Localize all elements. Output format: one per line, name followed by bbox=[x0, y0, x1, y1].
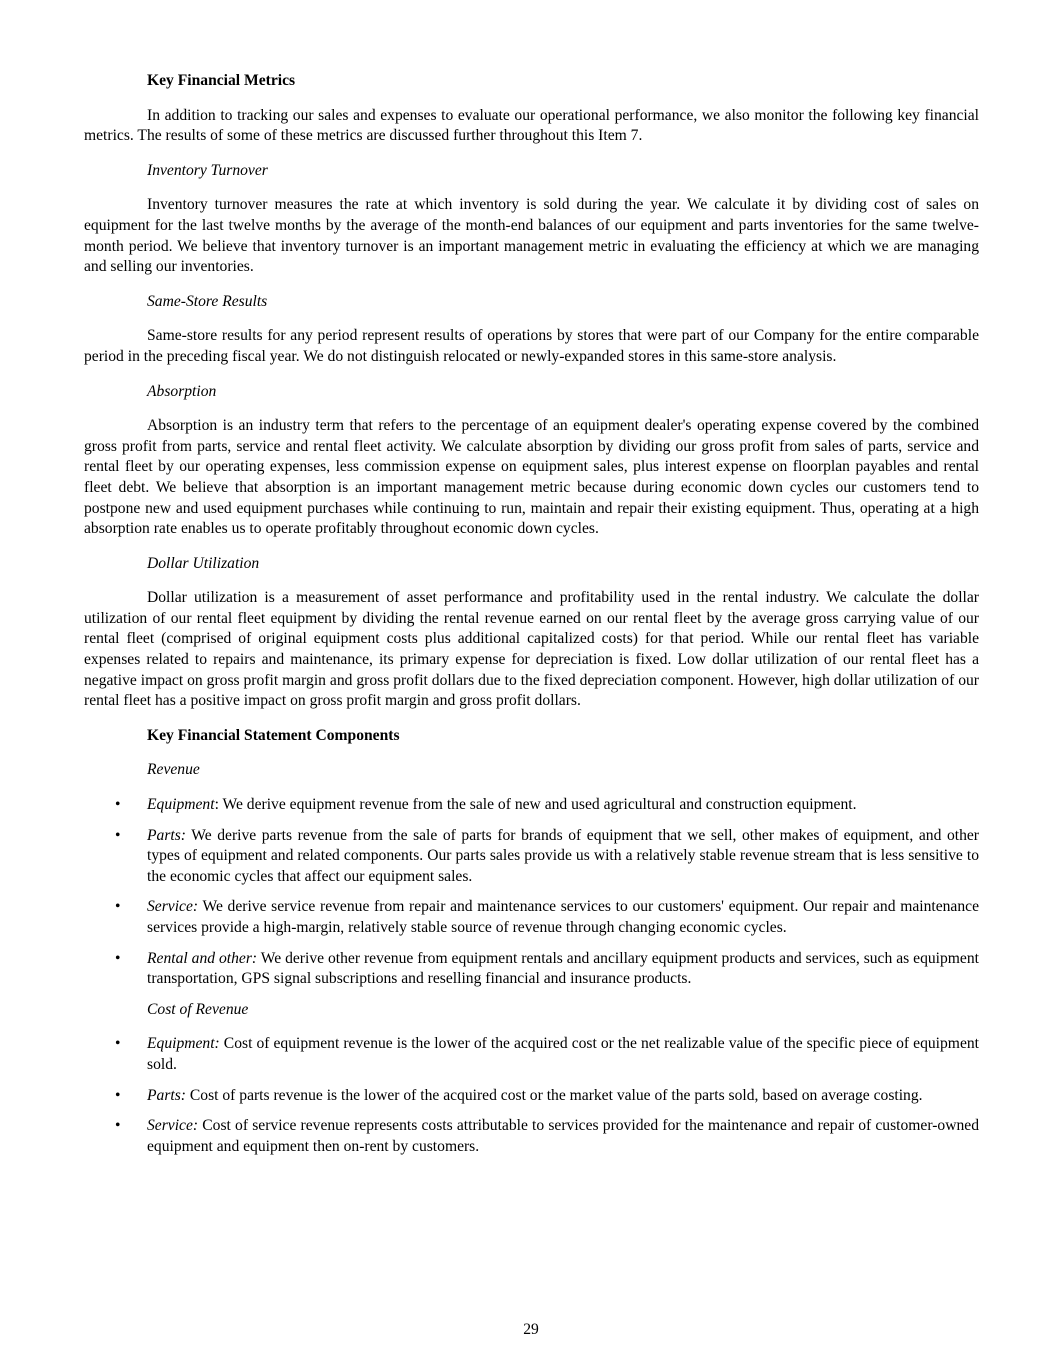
section-heading-key-financial-metrics: Key Financial Metrics bbox=[147, 72, 296, 89]
paragraph-same-store-results: Same-store results for any period represent results of operations by stores that were part of our Company for the entire comparable period in the preceding fiscal year. We do not distinguish relocated or newly-expanded stores in this same-store analysis. bbox=[84, 327, 979, 365]
bullet-icon: • bbox=[115, 898, 121, 916]
subheading-same-store-results: Same-Store Results bbox=[147, 292, 268, 310]
bullet-text: Cost of service revenue represents costs attributable to services provided for the maintenance and repair of customer-owned equipment and equipment then on-rent by customers. bbox=[147, 1117, 979, 1155]
bullet-lead: Rental and other: bbox=[147, 949, 258, 967]
bullet-lead: Equipment: bbox=[147, 1035, 220, 1053]
bullet-icon: • bbox=[115, 796, 121, 814]
bullet-text: We derive parts revenue from the sale of parts for brands of equipment that we sell, other makes of equipment, and other types of equipment and related components. Our parts sales provide us with a relatively stable revenue stream that is less sensitive to the economic cycles that affect our equipment sales. bbox=[147, 826, 979, 885]
bullet-icon: • bbox=[115, 1117, 121, 1135]
bullet-text: We derive service revenue from repair and maintenance services to our customers' equipment. Our repair and maintenance services provide a high-margin, relatively stable source of revenue through changing economic cycles. bbox=[147, 898, 979, 936]
paragraph-absorption: Absorption is an industry term that refers to the percentage of an equipment dealer's operating expense covered by the combined gross profit from parts, service and rental fleet activity. We calculate absorption by dividing our gross profit from sales of parts, service and rental fleet by our operating expenses, less commission expense on equipment sales, plus interest expense on floorplan payables and rental fleet debt. We believe that absorption is an important management metric because during economic down cycles our customers tend to postpone new and used equipment purchases while continuing to run, maintain and repair their existing equipment. Thus, operating at a high absorption rate enables us to operate profitably throughout economic down cycles. bbox=[84, 417, 979, 538]
cost-item-equipment bbox=[84, 1034, 979, 1075]
cost-item-service bbox=[84, 1116, 979, 1157]
revenue-item-rental-and-other bbox=[84, 949, 979, 990]
revenue-list bbox=[84, 795, 979, 990]
bullet-lead: Parts: bbox=[147, 1086, 186, 1104]
subheading-revenue: Revenue bbox=[147, 761, 200, 779]
document-page bbox=[84, 71, 979, 1167]
bullet-icon: • bbox=[115, 826, 121, 844]
bullet-lead: Service: bbox=[147, 1117, 199, 1135]
revenue-item-service bbox=[84, 897, 979, 938]
bullet-lead: Parts: bbox=[147, 826, 186, 844]
paragraph-inventory-turnover: Inventory turnover measures the rate at which inventory is sold during the year. We calculate it by dividing cost of sales on equipment for the last twelve months by the average of the month-end balances of our equipment and parts inventories for the same twelve-month period. We believe that inventory turnover is an important management metric in evaluating the efficiency at which we are managing and selling our inventories. bbox=[84, 196, 979, 276]
section-heading-key-financial-statement-components: Key Financial Statement Components bbox=[147, 726, 400, 744]
paragraph-dollar-utilization: Dollar utilization is a measurement of asset performance and profitability used in the rental industry. We calculate the dollar utilization of our rental fleet equipment by dividing the rental revenue earned on our rental fleet by the average gross carrying value of our rental fleet (comprised of original equipment costs plus additional capitalized costs) for that period. While our rental fleet has variable expenses related to repairs and maintenance, its primary expense for depreciation is fixed. Low dollar utilization of our rental fleet has a negative impact on gross profit margin and gross profit dollars due to the fixed depreciation component. However, high dollar utilization of our rental fleet has a positive impact on gross profit margin and gross profit dollars. bbox=[84, 589, 979, 710]
subheading-cost-of-revenue: Cost of Revenue bbox=[147, 1000, 249, 1018]
bullet-icon: • bbox=[115, 1086, 121, 1104]
subheading-dollar-utilization: Dollar Utilization bbox=[147, 554, 260, 572]
bullet-text: Cost of parts revenue is the lower of the acquired cost or the market value of the parts sold, based on average costing. bbox=[185, 1086, 923, 1104]
subheading-absorption: Absorption bbox=[147, 382, 217, 400]
bullet-icon: • bbox=[115, 949, 121, 967]
cost-item-parts bbox=[84, 1086, 979, 1107]
bullet-lead: Service: bbox=[147, 898, 199, 916]
cost-of-revenue-list bbox=[84, 1034, 979, 1157]
bullet-lead: Equipment bbox=[147, 796, 215, 814]
bullet-icon: • bbox=[115, 1035, 121, 1053]
subheading-inventory-turnover: Inventory Turnover bbox=[147, 161, 268, 179]
paragraph-metrics-intro: In addition to tracking our sales and expenses to evaluate our operational performance, we also monitor the following key financial metrics. The results of some of these metrics are discussed further throughout this Item 7. bbox=[84, 106, 979, 145]
bullet-text: We derive other revenue from equipment rentals and ancillary equipment products and services, such as equipment transportation, GPS signal subscriptions and reselling financial and insurance products. bbox=[147, 949, 979, 988]
revenue-item-parts bbox=[84, 826, 979, 888]
revenue-item-equipment bbox=[84, 795, 979, 816]
page-number: 29 bbox=[523, 1321, 539, 1338]
bullet-text: Cost of equipment revenue is the lower of the acquired cost or the net realizable value of the specific piece of equipment sold. bbox=[147, 1035, 979, 1073]
bullet-text: : We derive equipment revenue from the sale of new and used agricultural and construction equipment. bbox=[214, 796, 857, 814]
